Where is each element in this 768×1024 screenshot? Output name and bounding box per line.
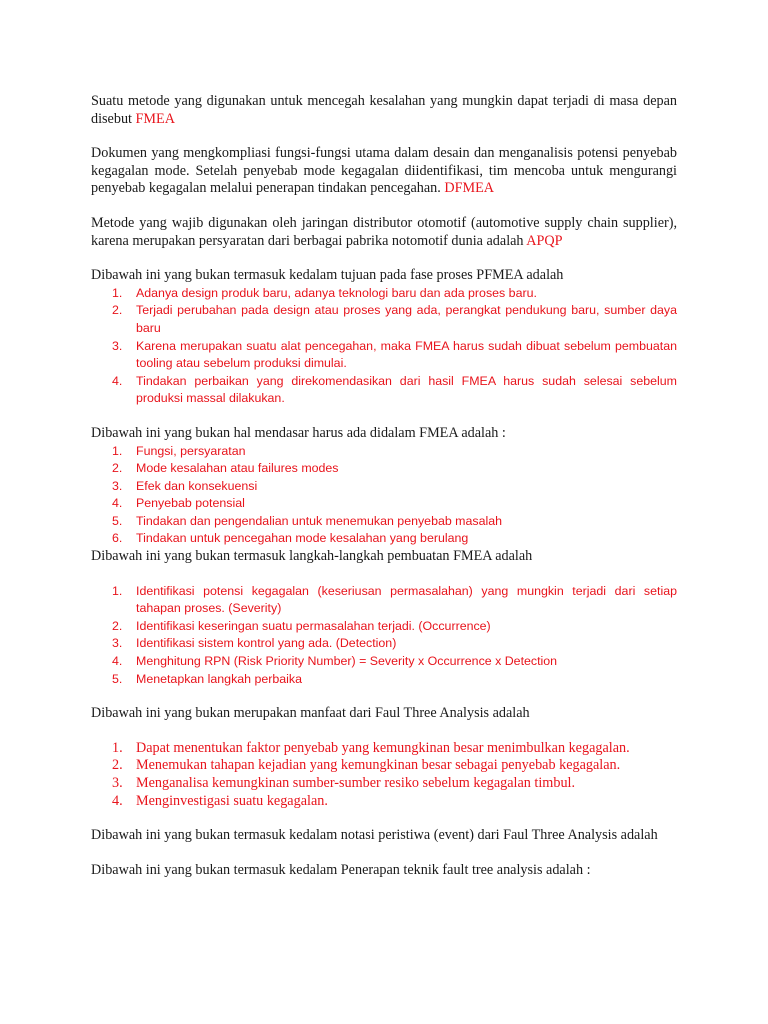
list-fmea-steps bbox=[112, 583, 677, 689]
list-item: 5. Menetapkan langkah perbaika bbox=[112, 671, 303, 686]
paragraph-fmea bbox=[91, 93, 677, 128]
list-item: 2. Menemukan tahapan kejadian yang kemungkinan besar sebagai penyebab kegagalan. bbox=[112, 757, 621, 774]
question-pfmea-goals: Dibawah ini yang bukan termasuk kedalam tujuan pada fase proses PFMEA adalah bbox=[91, 267, 564, 284]
question-fta-event: Dibawah ini yang bukan termasuk kedalam notasi peristiwa (event) dari Faul Three Analysis adalah bbox=[91, 827, 658, 844]
list-item: 4. Penyebab potensial bbox=[112, 496, 245, 511]
answer-text: FMEA bbox=[135, 110, 175, 127]
list-item: 6. Tindakan untuk pencegahan mode kesalahan yang berulang bbox=[112, 531, 469, 546]
list-item: 5. Tindakan dan pengendalian untuk menemukan penyebab masalah bbox=[112, 513, 503, 528]
question-fmea-steps: Dibawah ini yang bukan termasuk langkah-langkah pembuatan FMEA adalah bbox=[91, 548, 533, 565]
paragraph-text: Suatu metode yang digunakan untuk mencegah kesalahan yang mungkin dapat terjadi di masa depan disebut bbox=[91, 93, 677, 127]
list-item: 1. Fungsi, persyaratan bbox=[112, 443, 246, 458]
list-item: 1. Adanya design produk baru, adanya teknologi baru dan ada proses baru. bbox=[112, 285, 537, 300]
list-item: 1. Identifikasi potensi kegagalan (keseriusan permasalahan) yang mungkin terjadi dari setiap tahapan proses. (Severity) bbox=[112, 583, 677, 616]
paragraph-dfmea bbox=[91, 145, 677, 198]
list-item: 3. Identifikasi sistem kontrol yang ada. (Detection) bbox=[112, 636, 397, 651]
paragraph-text: Metode yang wajib digunakan oleh jaringan distributor otomotif (automotive supply chain supplier), karena merupakan persyaratan dari berbagai pabrika notomotif dunia adalah bbox=[91, 214, 677, 249]
list-fmea-basics bbox=[112, 443, 677, 549]
answer-text: DFMEA bbox=[444, 180, 495, 197]
paragraph-text: Dokumen yang mengkompliasi fungsi-fungsi utama dalam desain dan menganalisis potensi penyebab kegagalan mode. Setelah penyebab mode kegagalan diidentifikasi, tim mencoba untuk mengurangi penyebab kegagalan melalui penerapan tindakan pencegahan. bbox=[91, 145, 677, 197]
list-item: 1. Dapat menentukan faktor penyebab yang kemungkinan besar menimbulkan kegagalan. bbox=[112, 739, 630, 756]
list-item: 4. Menghitung RPN (Risk Priority Number) = Severity x Occurrence x Detection bbox=[112, 654, 558, 669]
list-item: 2. Identifikasi keseringan suatu permasalahan terjadi. (Occurrence) bbox=[112, 618, 491, 633]
answer-text: APQP bbox=[526, 232, 563, 249]
list-item: 2. Mode kesalahan atau failures modes bbox=[112, 461, 339, 476]
question-fmea-basics: Dibawah ini yang bukan hal mendasar harus ada didalam FMEA adalah : bbox=[91, 424, 506, 441]
list-item: 3. Efek dan konsekuensi bbox=[112, 478, 258, 493]
list-item: 4. Tindakan perbaikan yang direkomendasikan dari hasil FMEA harus sudah selesai sebelum produksi massal dilakukan. bbox=[112, 373, 677, 406]
paragraph-apqp bbox=[91, 215, 677, 250]
list-pfmea-goals bbox=[112, 285, 677, 408]
list-fta-benefits bbox=[112, 739, 677, 810]
list-item: 3. Karena merupakan suatu alat pencegahan, maka FMEA harus sudah dibuat sebelum pembuatan tooling atau sebelum produksi dimulai. bbox=[112, 338, 677, 371]
question-fta-application: Dibawah ini yang bukan termasuk kedalam Penerapan teknik fault tree analysis adalah : bbox=[91, 861, 591, 878]
question-fta-benefits: Dibawah ini yang bukan merupakan manfaat dari Faul Three Analysis adalah bbox=[91, 705, 530, 722]
list-item: 3. Menganalisa kemungkinan sumber-sumber resiko sebelum kegagalan timbul. bbox=[112, 775, 576, 791]
list-item: 2. Terjadi perubahan pada design atau proses yang ada, perangkat pendukung baru, sumber daya baru bbox=[112, 303, 677, 335]
list-item: 4. Menginvestigasi suatu kegagalan. bbox=[112, 792, 328, 809]
